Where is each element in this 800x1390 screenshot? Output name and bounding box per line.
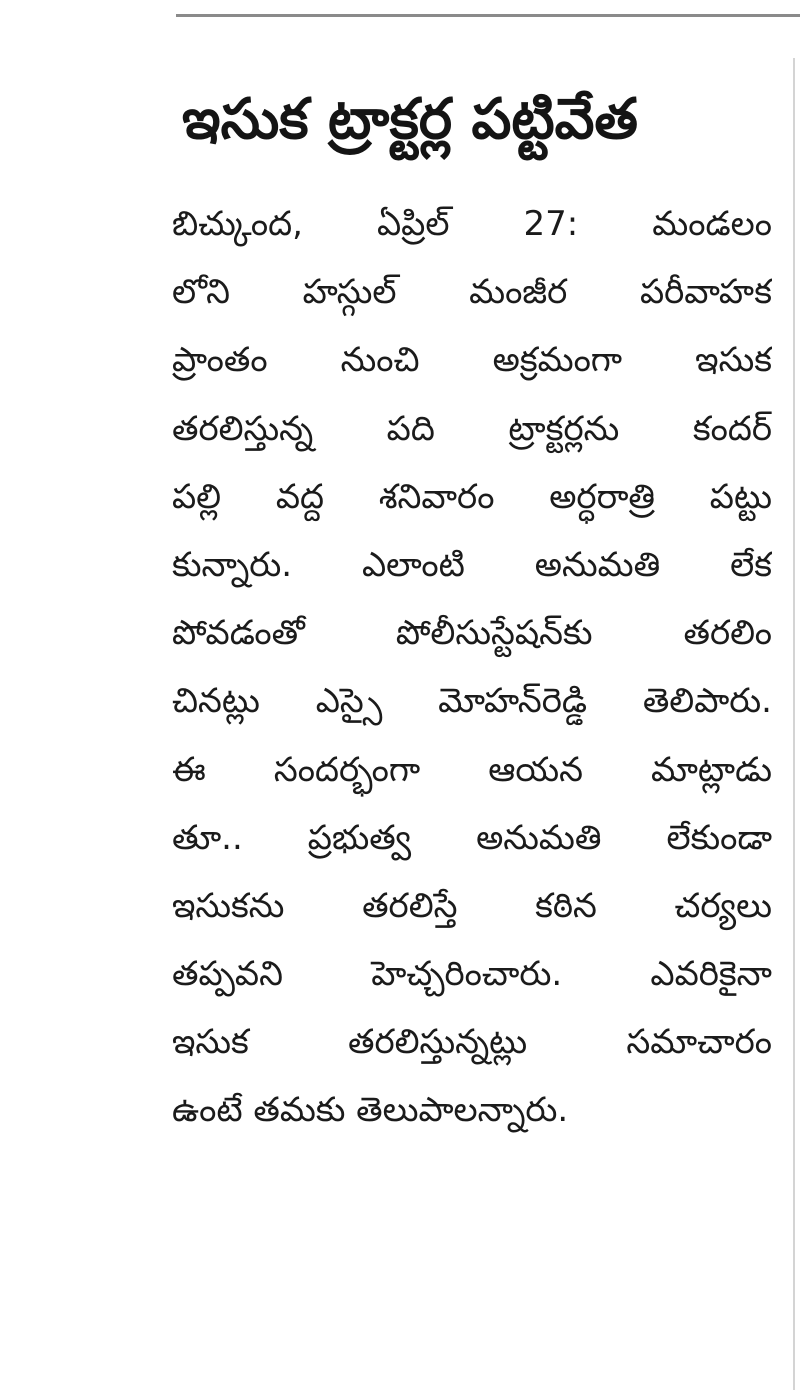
article-line: ఇసుకను తరలిస్తే కఠిన చర్యలు [172,885,772,926]
article-line: బిచ్కుంద, ఏప్రిల్ 27: మండలం [172,204,772,244]
article-line: పల్లి వద్ద శనివారం అర్ధరాత్రి పట్టు [172,476,772,517]
article-line: తరలిస్తున్న పది ట్రాక్టర్లను కందర్ [172,408,772,449]
article-line: ఈ సందర్భంగా ఆయన మాట్లాడు [172,749,772,790]
article-line: ప్రాంతం నుంచి అక్రమంగా ఇసుక [172,340,772,381]
article-line: కున్నారు. ఎలాంటి అనుమతి లేక [172,544,772,585]
article-line: లోని హస్గుల్ మంజీర పరీవాహక [172,272,772,313]
article-line: పోవడంతో పోలీసుస్టేషన్‌కు తరలిం [172,613,772,654]
article-line: తూ.. ప్రభుత్వ అనుమతి లేకుండా [172,817,772,858]
column-divider [793,58,795,1390]
top-divider [176,14,800,17]
article-headline: ఇసుక ట్రాక్టర్ల పట్టివేత [182,87,638,152]
article-line: చినట్లు ఎస్సై మోహన్‌రెడ్డి తెలిపారు. [172,681,772,722]
article-line: ఇసుక తరలిస్తున్నట్లు సమాచారం [172,1022,772,1063]
article-line: ఉంటే తమకు తెలుపాలన్నారు. [172,1090,569,1131]
article-line: తప్పవని హెచ్చరించారు. ఎవరికైనా [172,954,772,995]
article-body [172,190,772,1145]
